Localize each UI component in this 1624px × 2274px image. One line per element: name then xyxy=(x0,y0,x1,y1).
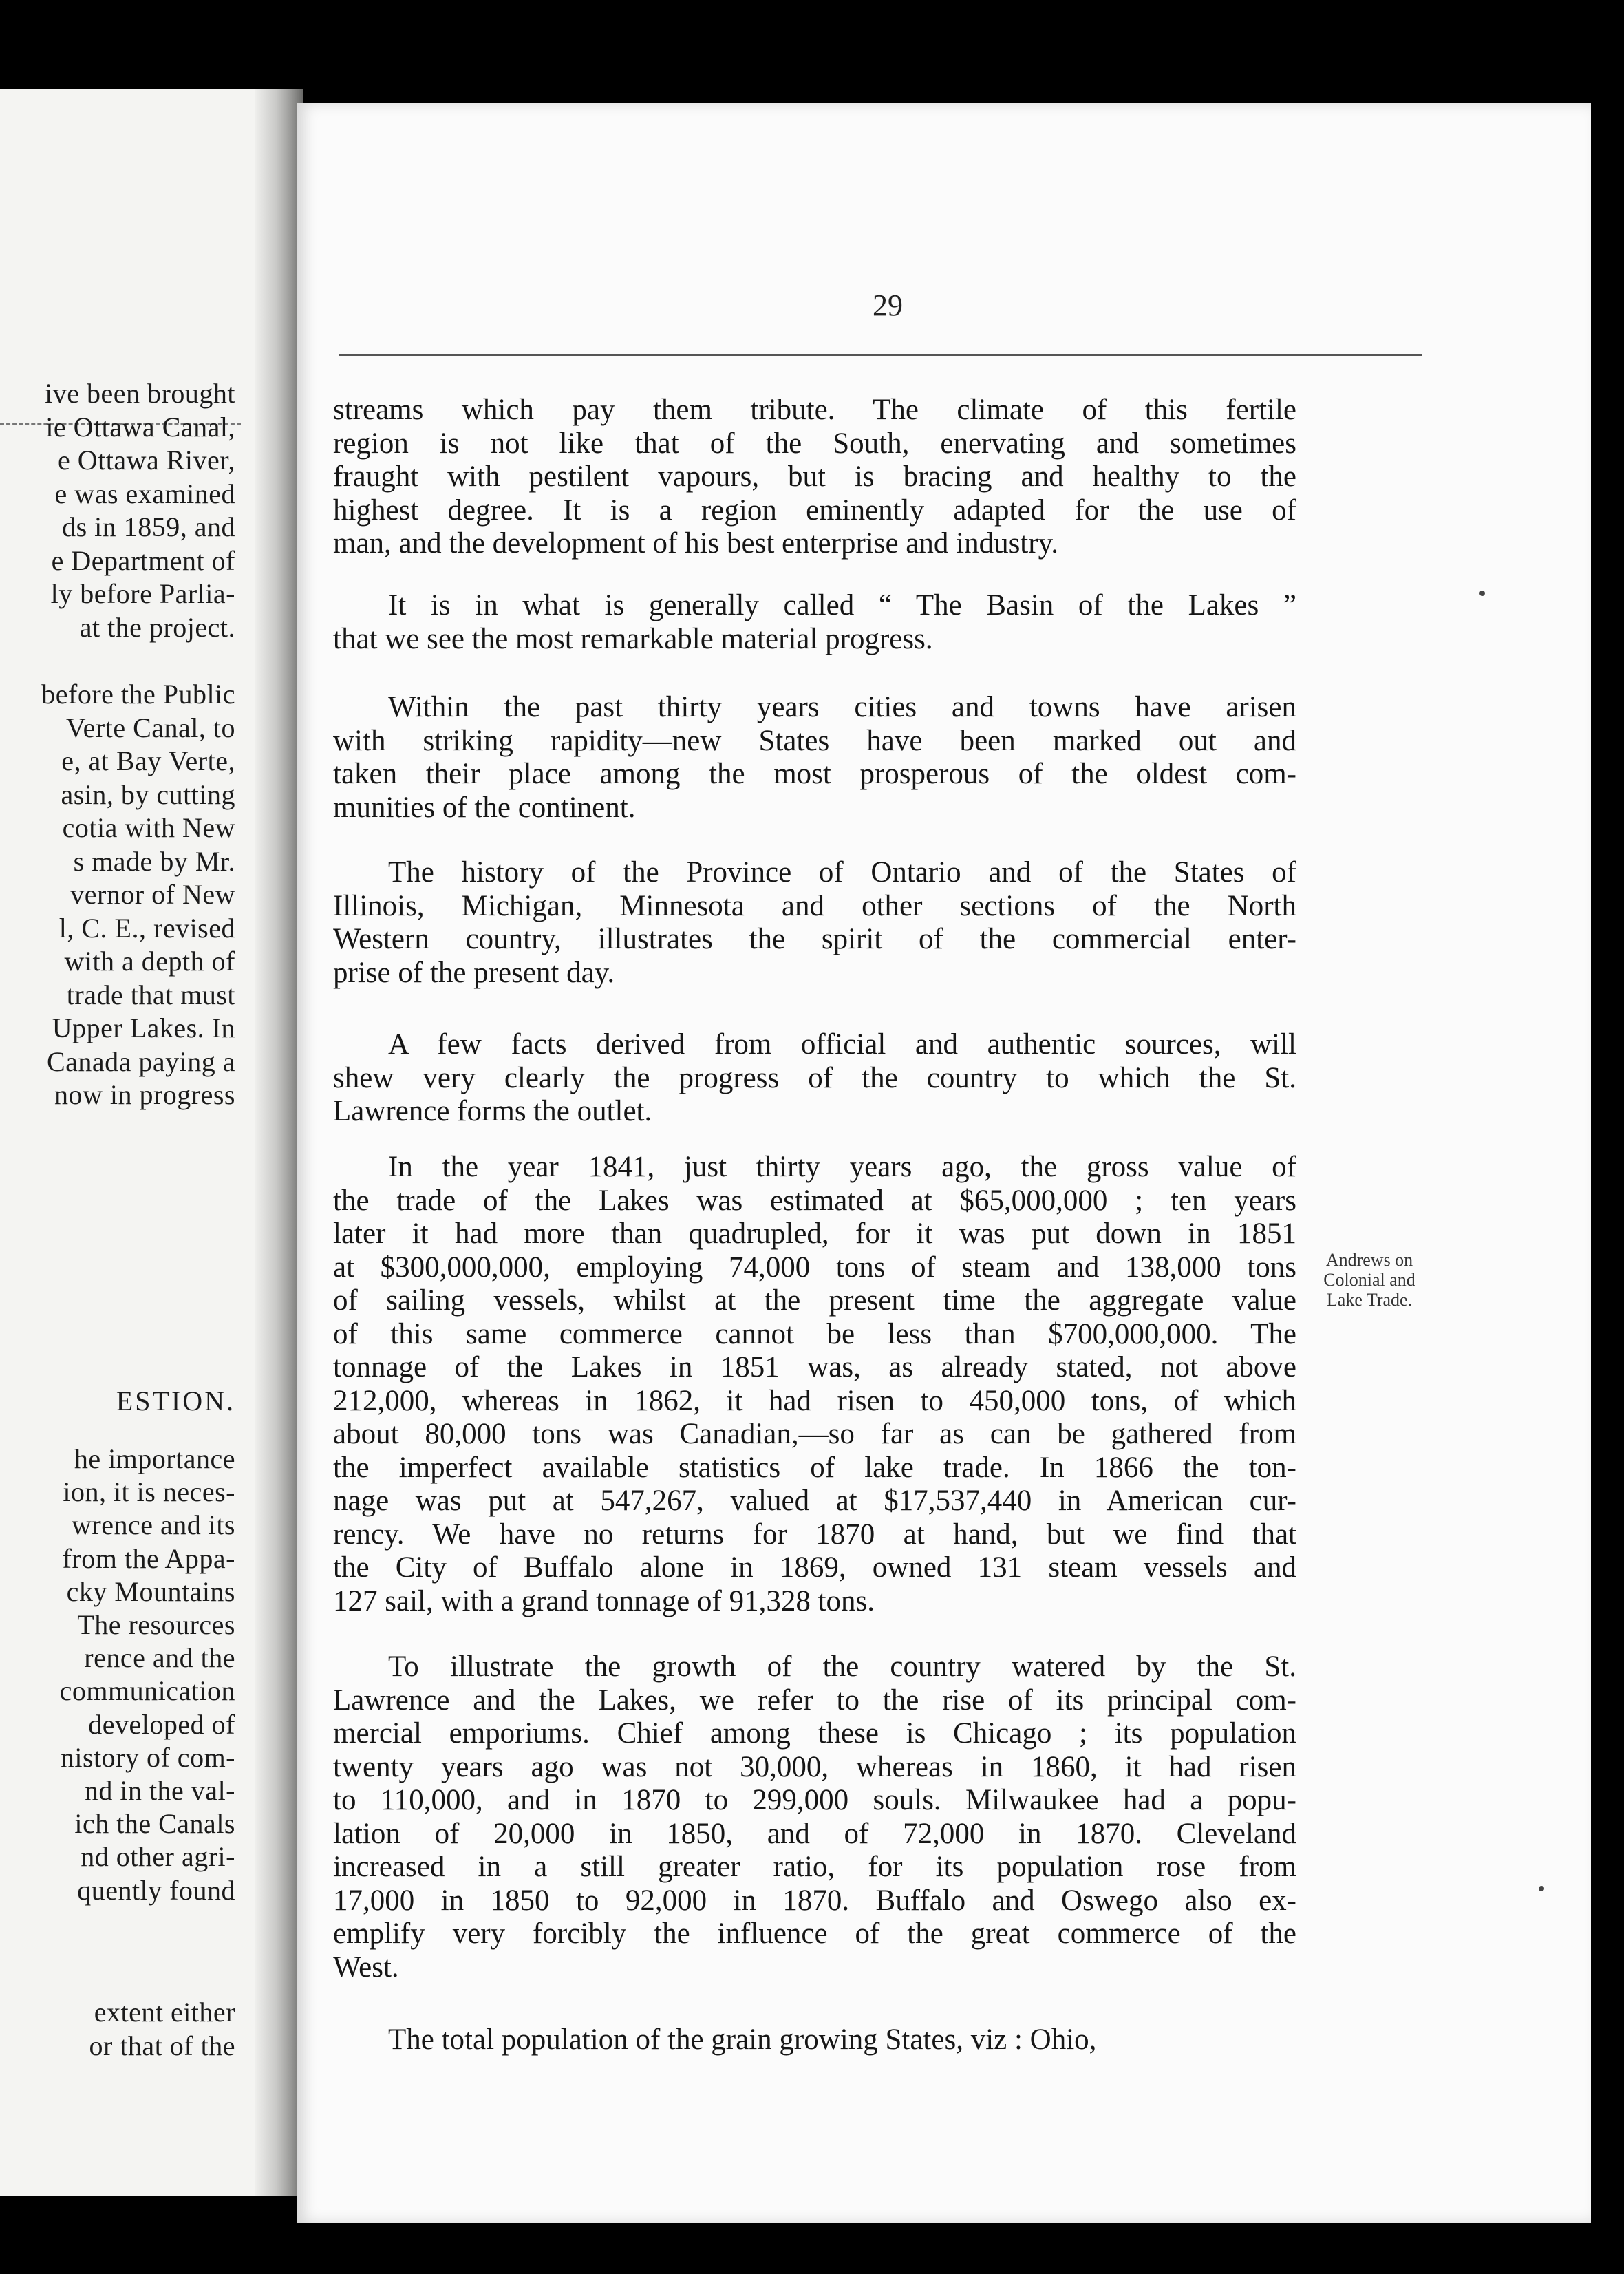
left-page-line: ly before Parlia- xyxy=(50,578,235,609)
left-page-line: nd other agri- xyxy=(81,1841,235,1873)
paragraph-line: fraught with pestilent vapours, but is bracing and healthy to the xyxy=(333,460,1296,493)
paragraph-line: of this same commerce cannot be less than $700,000,000. The xyxy=(333,1317,1296,1350)
left-page-line: before the Public xyxy=(41,679,235,710)
dust-speck xyxy=(1479,591,1485,596)
paragraph xyxy=(333,1028,1296,1129)
left-page-line: Upper Lakes. In xyxy=(52,1012,235,1043)
left-page-line: nistory of com- xyxy=(60,1741,235,1773)
dust-speck xyxy=(1539,1886,1544,1891)
left-page-line: e Department of xyxy=(51,544,235,576)
left-page-line: from the Appa- xyxy=(62,1542,235,1574)
left-page-line: ie Ottawa Canal, xyxy=(45,411,235,443)
paragraph xyxy=(333,2023,1296,2057)
left-page-line: e, at Bay Verte, xyxy=(61,745,235,776)
left-page-heading: ESTION. xyxy=(116,1385,235,1416)
paragraph-line: The total population of the grain growing States, viz : Ohio, xyxy=(388,2023,1097,2056)
paragraph-line: to 110,000, and in 1870 to 299,000 souls. Milwaukee had a popu- xyxy=(333,1784,1296,1816)
left-page-line: Verte Canal, to xyxy=(65,712,235,743)
paragraph-line: It is in what is generally called “ The Basin of the Lakes ” xyxy=(388,589,1296,621)
page-number: 29 xyxy=(873,288,903,322)
paragraph-line: munities of the continent. xyxy=(333,791,636,824)
paragraph-line: lation of 20,000 in 1850, and of 72,000 in 1870. Cleveland xyxy=(333,1817,1296,1850)
header-rule xyxy=(339,354,1422,359)
left-page-line: ive been brought xyxy=(45,378,235,409)
left-page-line: quently found xyxy=(77,1874,235,1906)
paragraph-line: about 80,000 tons was Canadian,—so far as can be gathered from xyxy=(333,1418,1296,1450)
margin-note-line: Andrews on xyxy=(1325,1250,1413,1270)
paragraph-line: the trade of the Lakes was estimated at $65,000,000 ; ten years xyxy=(333,1184,1296,1217)
paragraph-line: with striking rapidity—new States have been marked out and xyxy=(333,724,1296,757)
left-page-line: e was examined xyxy=(54,478,235,509)
paragraph xyxy=(333,589,1296,656)
left-page-line: he importance xyxy=(74,1443,235,1474)
left-page-line: at the project. xyxy=(79,611,235,643)
paragraph-line: Lawrence and the Lakes, we refer to the rise of its principal com- xyxy=(333,1683,1296,1717)
paragraph-line: later it had more than quadrupled, for it was put down in 1851 xyxy=(333,1218,1296,1250)
left-page-line: The resources xyxy=(77,1609,235,1640)
paragraph-line: man, and the development of his best enterprise and industry. xyxy=(333,527,1059,560)
paragraph xyxy=(333,1151,1296,1618)
paragraph-line: of sailing vessels, whilst at the present time the aggregate value xyxy=(333,1284,1296,1317)
paragraph-line: Illinois, Michigan, Minnesota and other sections of the North xyxy=(333,889,1296,922)
left-page-line: vernor of New xyxy=(70,879,235,910)
left-page-line: wrence and its xyxy=(71,1509,235,1541)
paragraph-line: To illustrate the growth of the country watered by the St. xyxy=(388,1650,1296,1683)
left-page-line: extent either xyxy=(94,1997,235,2028)
paragraph-line: emplify very forcibly the influence of the great commerce of the xyxy=(333,1917,1296,1950)
paragraph-line: streams which pay them tribute. The climate of this fertile xyxy=(333,394,1296,426)
left-page-line: s made by Mr. xyxy=(73,845,235,877)
paragraph-line: 17,000 in 1850 to 92,000 in 1870. Buffalo and Oswego also ex- xyxy=(333,1884,1296,1917)
paragraph-line: that we see the most remarkable material progress. xyxy=(333,622,933,655)
paragraph xyxy=(333,1650,1296,1984)
paragraph-line: taken their place among the most prosperous of the oldest com- xyxy=(333,758,1296,790)
left-page-line: ds in 1859, and xyxy=(62,511,235,542)
left-page-line: ich the Canals xyxy=(74,1808,235,1840)
paragraph xyxy=(333,856,1296,990)
paragraph-line: the City of Buffalo alone in 1869, owned 131 steam vessels and xyxy=(333,1551,1296,1584)
left-page-line: or that of the xyxy=(89,2030,235,2061)
margin-note xyxy=(1301,1250,1438,1310)
left-page-line: nd in the val- xyxy=(84,1775,235,1806)
left-page-line: asin, by cutting xyxy=(61,778,235,810)
paragraph-line: increased in a still greater ratio, for its population rose from xyxy=(333,1851,1296,1883)
book-gutter xyxy=(255,89,303,2196)
paragraph-line: The history of the Province of Ontario and of the States of xyxy=(388,856,1296,889)
paragraph-line: rency. We have no returns for 1870 at hand, but we find that xyxy=(333,1518,1296,1551)
paragraph-line: mercial emporiums. Chief among these is Chicago ; its population xyxy=(333,1717,1296,1750)
paragraph-line: tonnage of the Lakes in 1851 was, as already stated, not above xyxy=(333,1351,1296,1383)
paragraph-line: highest degree. It is a region eminently adapted for the use of xyxy=(333,493,1296,527)
paragraph-line: region is not like that of the South, enervating and sometimes xyxy=(333,427,1296,460)
paragraph-line: A few facts derived from official and authentic sources, will xyxy=(388,1028,1296,1061)
left-page-line: now in progress xyxy=(54,1079,235,1110)
left-page-line: communication xyxy=(59,1675,235,1707)
left-page-line: l, C. E., revised xyxy=(58,912,235,944)
left-page-line: developed of xyxy=(88,1708,235,1740)
left-page xyxy=(0,89,296,2196)
left-page-line: with a depth of xyxy=(64,946,235,977)
left-page-line: cky Mountains xyxy=(66,1575,235,1607)
left-page-line: rence and the xyxy=(84,1642,235,1674)
paragraph-line: shew very clearly the progress of the country to which the St. xyxy=(333,1061,1296,1094)
paragraph-line: Western country, illustrates the spirit of the commercial enter- xyxy=(333,923,1296,955)
paragraph-line: prise of the present day. xyxy=(333,956,615,989)
left-page-line: cotia with New xyxy=(62,812,235,843)
margin-note-line: Lake Trade. xyxy=(1326,1290,1413,1310)
paragraph-line: West. xyxy=(333,1951,399,1984)
paragraph-line: Lawrence forms the outlet. xyxy=(333,1095,652,1127)
left-page-line: trade that must xyxy=(66,979,235,1010)
margin-note-line: Colonial and xyxy=(1323,1270,1415,1290)
left-page-line: ion, it is neces- xyxy=(63,1476,235,1508)
paragraph xyxy=(333,394,1296,561)
paragraph xyxy=(333,691,1296,825)
paragraph-line: twenty years ago was not 30,000, whereas in 1860, it had risen xyxy=(333,1750,1296,1783)
paragraph-line: Within the past thirty years cities and towns have arisen xyxy=(388,691,1296,723)
paragraph-line: In the year 1841, just thirty years ago, the gross value of xyxy=(388,1151,1296,1183)
left-page-line: e Ottawa River, xyxy=(57,445,235,476)
paragraph-line: at $300,000,000, employing 74,000 tons of steam and 138,000 tons xyxy=(333,1251,1296,1284)
paragraph-line: 212,000, whereas in 1862, it had risen to 450,000 tons, of which xyxy=(333,1384,1296,1417)
paragraph-line: the imperfect available statistics of lake trade. In 1866 the ton- xyxy=(333,1451,1296,1484)
left-page-line: Canada paying a xyxy=(46,1045,235,1077)
paragraph-line: 127 sail, with a grand tonnage of 91,328 tons. xyxy=(333,1584,875,1617)
paragraph-line: nage was put at 547,267, valued at $17,537,440 in American cur- xyxy=(333,1485,1296,1517)
